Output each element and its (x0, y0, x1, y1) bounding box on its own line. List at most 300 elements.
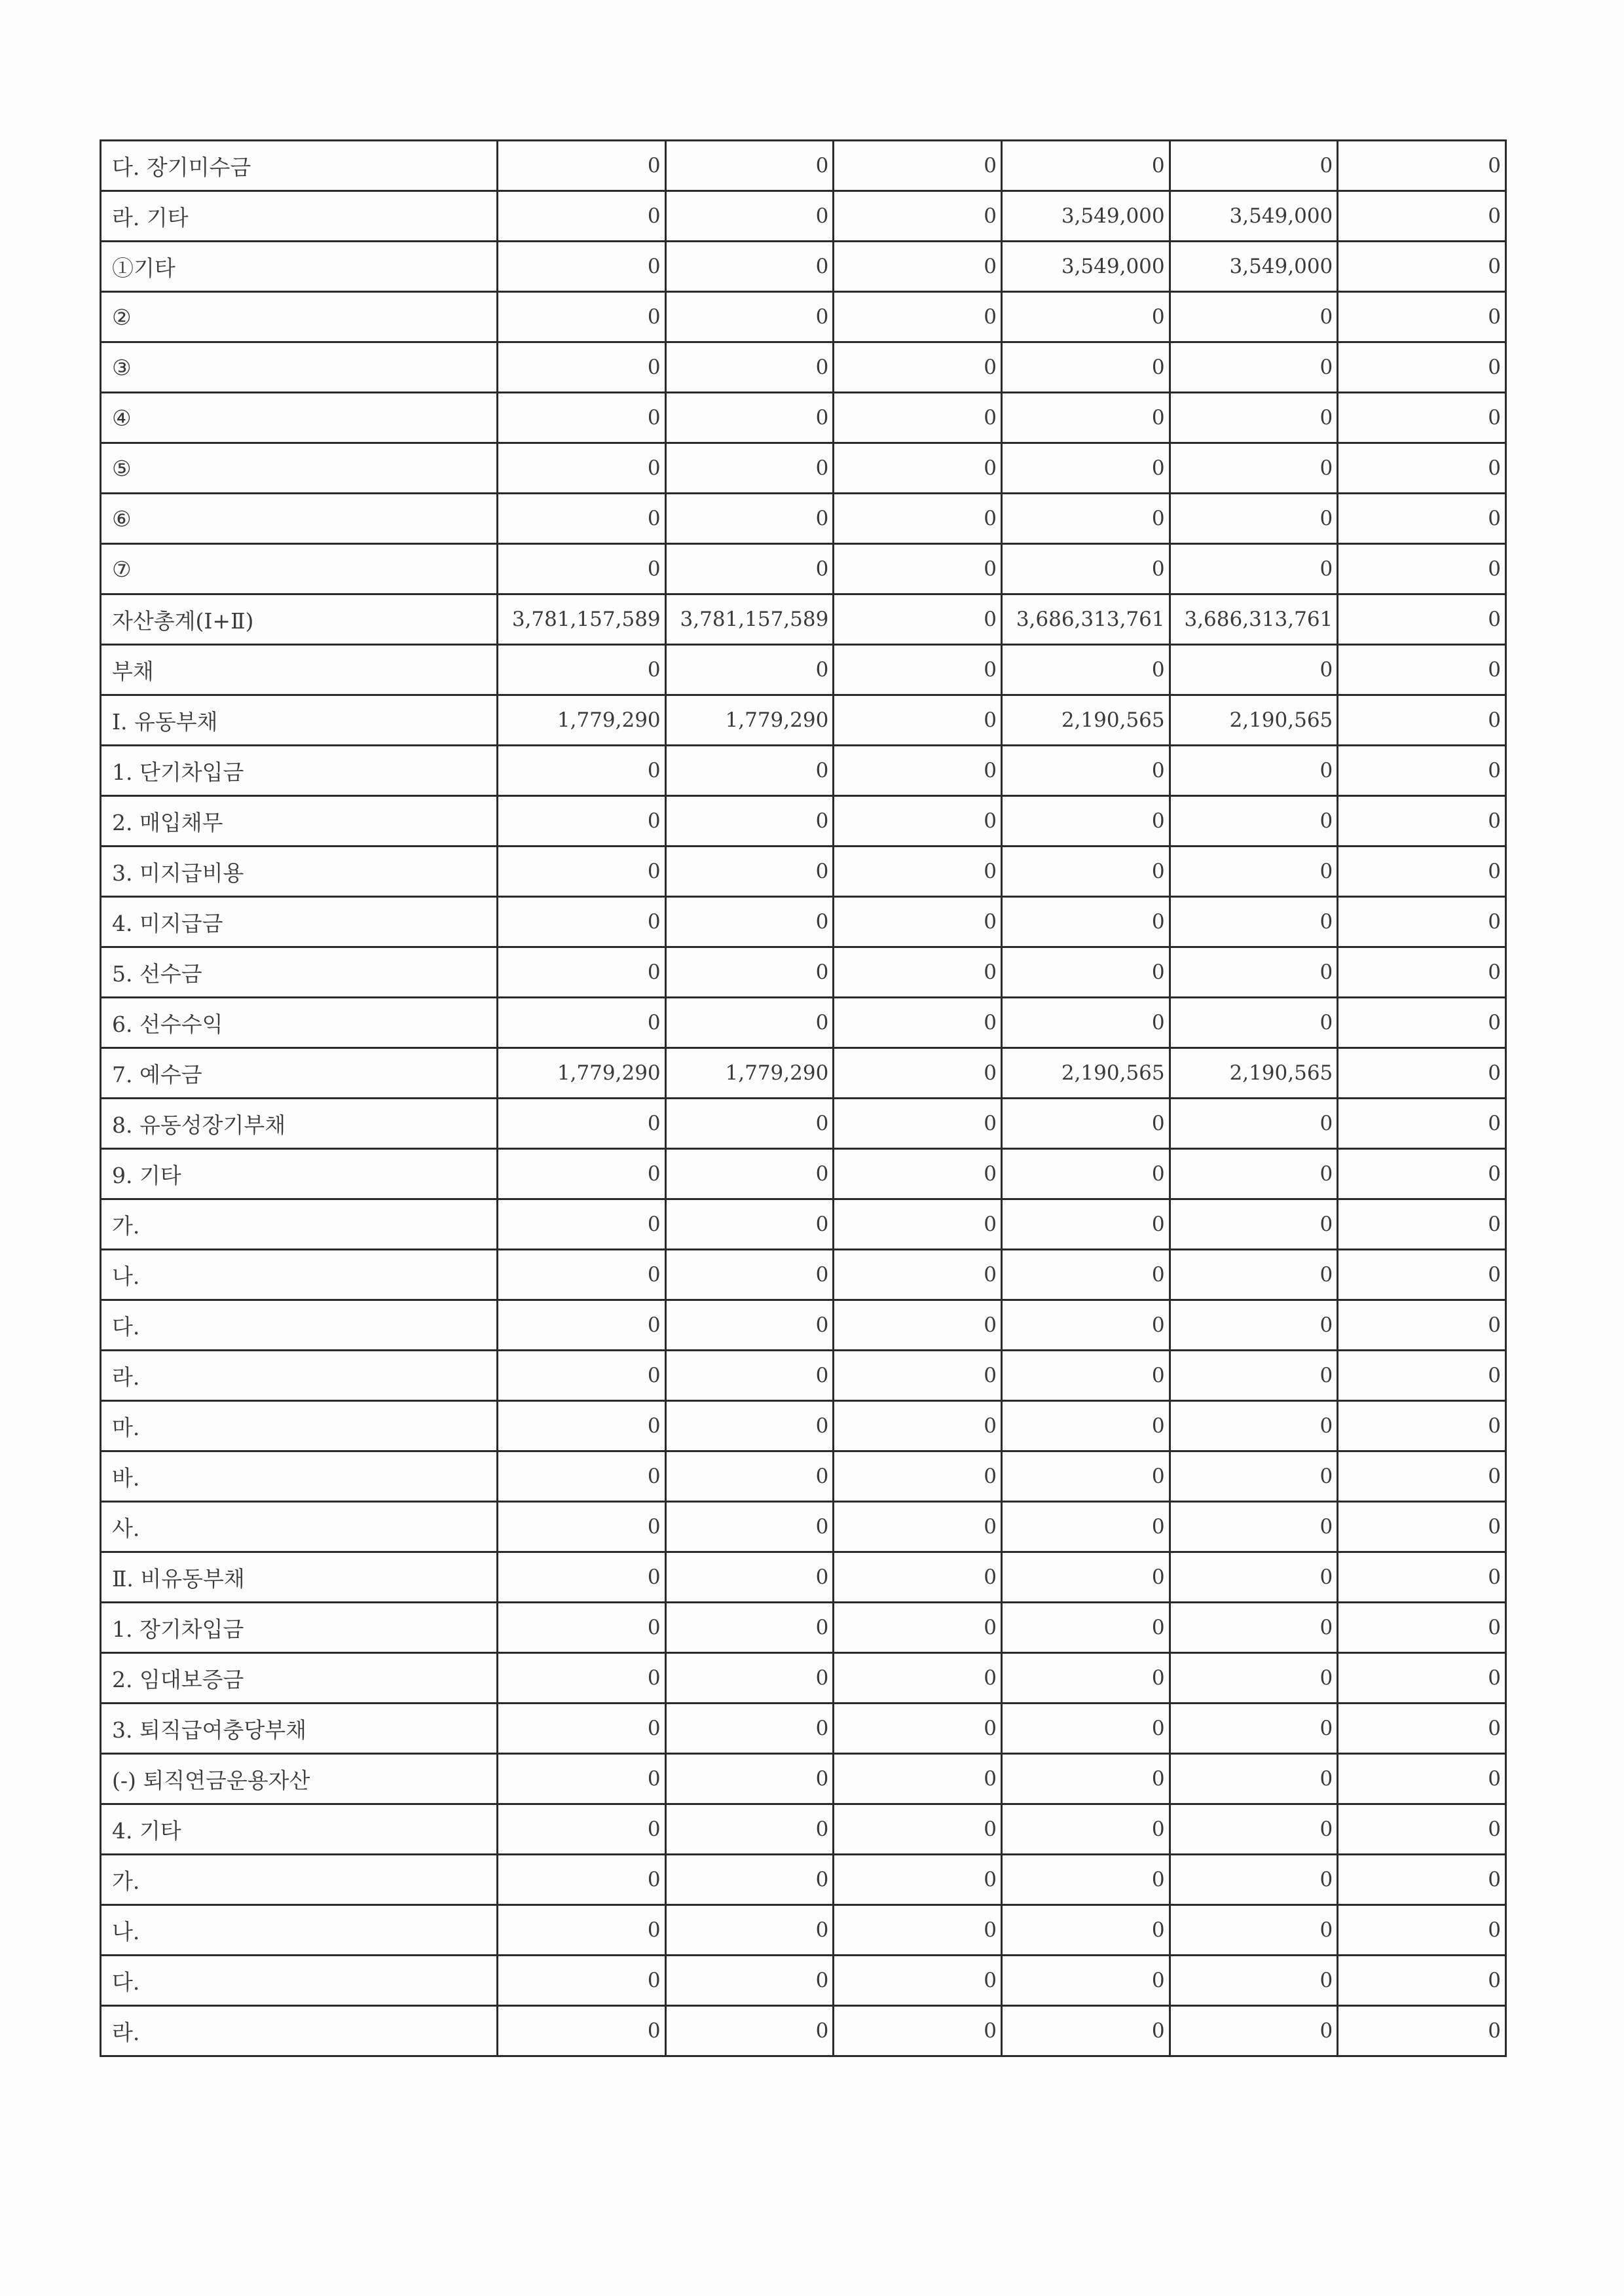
row-value-cell: 0 (1338, 1502, 1506, 1552)
table-row (101, 1704, 1506, 1754)
row-value-cell: 0 (665, 544, 834, 594)
row-value-cell: 0 (665, 1199, 834, 1250)
table-row (101, 1099, 1506, 1149)
row-value-cell: 0 (1001, 393, 1170, 443)
row-value-cell: 0 (834, 1300, 1002, 1351)
row-label: 라. 기타 (101, 191, 498, 242)
row-value-cell: 0 (1001, 1804, 1170, 1855)
row-value-cell: 0 (665, 947, 834, 998)
table-row (101, 443, 1506, 494)
row-value-cell: 0 (665, 494, 834, 544)
row-value-cell: 0 (1338, 1351, 1506, 1401)
row-value-cell: 0 (1338, 1603, 1506, 1653)
table-row (101, 1855, 1506, 1905)
row-value-cell: 0 (1001, 342, 1170, 393)
row-value-cell: 0 (834, 443, 1002, 494)
row-value-cell: 0 (834, 1149, 1002, 1199)
table-row (101, 494, 1506, 544)
row-value-cell: 0 (1001, 1199, 1170, 1250)
table-row (101, 746, 1506, 796)
row-value-cell: 0 (1001, 947, 1170, 998)
row-value-cell: 0 (665, 393, 834, 443)
row-value-cell: 0 (498, 1552, 666, 1603)
row-value-cell: 0 (498, 1199, 666, 1250)
table-row (101, 695, 1506, 746)
row-value-cell: 0 (1170, 1754, 1338, 1804)
row-value-cell: 0 (498, 1300, 666, 1351)
row-value-cell: 0 (498, 947, 666, 998)
row-label: 6. 선수수익 (101, 998, 498, 1048)
row-value-cell: 3,686,313,761 (1170, 594, 1338, 645)
row-value-cell: 0 (834, 1351, 1002, 1401)
row-label: 7. 예수금 (101, 1048, 498, 1099)
row-value-cell: 0 (665, 1905, 834, 1956)
row-value-cell: 0 (665, 1855, 834, 1905)
row-value-cell: 0 (1338, 1552, 1506, 1603)
row-value-cell: 0 (1170, 1704, 1338, 1754)
balance-sheet-table (100, 139, 1507, 2057)
table-row (101, 1552, 1506, 1603)
row-value-cell: 0 (665, 1552, 834, 1603)
row-value-cell: 0 (834, 695, 1002, 746)
table-row (101, 342, 1506, 393)
row-value-cell: 0 (1338, 393, 1506, 443)
row-value-cell: 0 (1338, 1804, 1506, 1855)
row-label: 마. (101, 1401, 498, 1451)
row-label: 라. (101, 2006, 498, 2056)
row-value-cell: 0 (498, 1905, 666, 1956)
table-row (101, 1351, 1506, 1401)
row-label: ④ (101, 393, 498, 443)
row-value-cell: 0 (1001, 1300, 1170, 1351)
row-value-cell: 0 (1170, 1401, 1338, 1451)
row-value-cell: 0 (665, 1351, 834, 1401)
row-label: 9. 기타 (101, 1149, 498, 1199)
row-value-cell: 0 (498, 1502, 666, 1552)
row-value-cell: 0 (834, 494, 1002, 544)
table-row (101, 847, 1506, 897)
row-value-cell: 0 (1170, 1250, 1338, 1300)
row-label: 가. (101, 1199, 498, 1250)
row-value-cell: 0 (1001, 443, 1170, 494)
row-label: 라. (101, 1351, 498, 1401)
row-value-cell: 0 (665, 645, 834, 695)
table-row (101, 544, 1506, 594)
row-value-cell: 0 (1170, 1956, 1338, 2006)
row-label: ③ (101, 342, 498, 393)
row-value-cell: 0 (498, 1351, 666, 1401)
table-row (101, 1401, 1506, 1451)
row-value-cell: 0 (498, 1451, 666, 1502)
row-value-cell: 3,549,000 (1001, 242, 1170, 292)
row-value-cell: 0 (1001, 1603, 1170, 1653)
row-value-cell: 0 (665, 1300, 834, 1351)
row-value-cell: 1,779,290 (665, 1048, 834, 1099)
row-label: ⑥ (101, 494, 498, 544)
row-value-cell: 0 (1170, 342, 1338, 393)
row-label: 다. (101, 1300, 498, 1351)
row-value-cell: 0 (834, 847, 1002, 897)
table-row (101, 897, 1506, 947)
table-row (101, 1149, 1506, 1199)
row-value-cell: 0 (1170, 746, 1338, 796)
row-label: 1. 단기차입금 (101, 746, 498, 796)
row-value-cell: 0 (834, 1401, 1002, 1451)
row-value-cell: 0 (1001, 796, 1170, 847)
row-value-cell: 0 (834, 1048, 1002, 1099)
row-value-cell: 0 (665, 1451, 834, 1502)
row-value-cell: 0 (665, 1704, 834, 1754)
row-value-cell: 0 (1170, 544, 1338, 594)
row-value-cell: 0 (1001, 1552, 1170, 1603)
row-value-cell: 0 (1170, 292, 1338, 342)
row-value-cell: 0 (1170, 1855, 1338, 1905)
table-row (101, 1804, 1506, 1855)
table-row (101, 645, 1506, 695)
row-value-cell: 0 (498, 1401, 666, 1451)
row-value-cell: 0 (1001, 544, 1170, 594)
row-label: 3. 퇴직급여충당부채 (101, 1704, 498, 1754)
row-value-cell: 0 (665, 1603, 834, 1653)
row-value-cell: 0 (665, 443, 834, 494)
row-value-cell: 0 (665, 191, 834, 242)
row-value-cell: 0 (834, 1704, 1002, 1754)
row-value-cell: 0 (834, 393, 1002, 443)
row-label: 2. 임대보증금 (101, 1653, 498, 1704)
row-value-cell: 0 (1170, 393, 1338, 443)
row-value-cell: 0 (1170, 141, 1338, 191)
row-value-cell: 0 (498, 494, 666, 544)
row-value-cell: 0 (1338, 746, 1506, 796)
row-value-cell: 0 (1338, 443, 1506, 494)
row-value-cell: 0 (1338, 1149, 1506, 1199)
row-label: 1. 장기차입금 (101, 1603, 498, 1653)
row-value-cell: 0 (498, 141, 666, 191)
table-row (101, 1250, 1506, 1300)
row-value-cell: 0 (1170, 1300, 1338, 1351)
row-value-cell: 0 (498, 292, 666, 342)
row-value-cell: 0 (1338, 544, 1506, 594)
row-value-cell: 0 (498, 242, 666, 292)
row-value-cell: 0 (1338, 947, 1506, 998)
row-value-cell: 0 (1001, 1401, 1170, 1451)
row-value-cell: 0 (498, 1250, 666, 1300)
row-value-cell: 1,779,290 (665, 695, 834, 746)
row-label: 바. (101, 1451, 498, 1502)
row-value-cell: 0 (1338, 796, 1506, 847)
row-label: 가. (101, 1855, 498, 1905)
row-value-cell: 0 (834, 897, 1002, 947)
row-value-cell: 0 (1170, 1653, 1338, 1704)
row-value-cell: 0 (1001, 292, 1170, 342)
row-value-cell: 0 (1338, 1451, 1506, 1502)
row-value-cell: 2,190,565 (1001, 695, 1170, 746)
row-value-cell: 0 (1338, 695, 1506, 746)
row-value-cell: 0 (498, 393, 666, 443)
row-value-cell: 0 (1001, 897, 1170, 947)
row-value-cell: 0 (665, 342, 834, 393)
row-value-cell: 3,781,157,589 (498, 594, 666, 645)
row-value-cell: 0 (1338, 1199, 1506, 1250)
row-value-cell: 0 (834, 2006, 1002, 2056)
row-value-cell: 0 (1170, 494, 1338, 544)
row-value-cell: 0 (665, 1804, 834, 1855)
row-value-cell: 0 (1170, 1603, 1338, 1653)
row-label: Ⅰ. 유동부채 (101, 695, 498, 746)
row-value-cell: 0 (1001, 141, 1170, 191)
row-value-cell: 0 (1338, 897, 1506, 947)
row-value-cell: 0 (1338, 1855, 1506, 1905)
row-value-cell: 0 (1170, 645, 1338, 695)
row-value-cell: 0 (1170, 1905, 1338, 1956)
row-label: ⑦ (101, 544, 498, 594)
row-value-cell: 0 (498, 342, 666, 393)
row-label: Ⅱ. 비유동부채 (101, 1552, 498, 1603)
row-value-cell: 0 (834, 645, 1002, 695)
row-value-cell: 3,781,157,589 (665, 594, 834, 645)
row-value-cell: 0 (498, 2006, 666, 2056)
row-value-cell: 3,549,000 (1170, 191, 1338, 242)
row-value-cell: 0 (1338, 1300, 1506, 1351)
row-value-cell: 0 (834, 947, 1002, 998)
row-value-cell: 0 (1170, 1804, 1338, 1855)
row-value-cell: 0 (498, 1804, 666, 1855)
row-value-cell: 0 (1338, 292, 1506, 342)
row-value-cell: 0 (498, 1956, 666, 2006)
table-row (101, 796, 1506, 847)
row-label: 자산총계(Ⅰ+Ⅱ) (101, 594, 498, 645)
row-value-cell: 0 (1001, 1451, 1170, 1502)
row-value-cell: 0 (834, 141, 1002, 191)
table-row (101, 998, 1506, 1048)
row-value-cell: 0 (1338, 645, 1506, 695)
row-label: 다. (101, 1956, 498, 2006)
row-value-cell: 0 (834, 1552, 1002, 1603)
row-value-cell: 0 (1170, 443, 1338, 494)
table-row (101, 1502, 1506, 1552)
table-row (101, 1048, 1506, 1099)
row-value-cell: 0 (1001, 1905, 1170, 1956)
row-value-cell: 0 (665, 897, 834, 947)
row-value-cell: 0 (1338, 1704, 1506, 1754)
table-row (101, 1199, 1506, 1250)
row-value-cell: 0 (834, 342, 1002, 393)
table-row (101, 242, 1506, 292)
row-value-cell: 0 (1001, 1704, 1170, 1754)
row-value-cell: 0 (1170, 1199, 1338, 1250)
row-value-cell: 0 (1170, 1552, 1338, 1603)
table-row (101, 141, 1506, 191)
table-row (101, 1653, 1506, 1704)
row-value-cell: 0 (1338, 242, 1506, 292)
row-value-cell: 0 (834, 1754, 1002, 1804)
row-value-cell: 0 (665, 746, 834, 796)
row-value-cell: 0 (834, 544, 1002, 594)
row-value-cell: 0 (1338, 998, 1506, 1048)
row-value-cell: 0 (665, 2006, 834, 2056)
row-value-cell: 0 (1001, 1653, 1170, 1704)
row-value-cell: 0 (1338, 191, 1506, 242)
table-row (101, 1300, 1506, 1351)
row-label: ①기타 (101, 242, 498, 292)
table-row (101, 1603, 1506, 1653)
row-value-cell: 0 (665, 1401, 834, 1451)
row-value-cell: 0 (1170, 1502, 1338, 1552)
row-value-cell: 0 (1001, 1754, 1170, 1804)
row-label: 나. (101, 1905, 498, 1956)
row-value-cell: 0 (1338, 1250, 1506, 1300)
row-value-cell: 0 (834, 1653, 1002, 1704)
row-value-cell: 0 (1170, 998, 1338, 1048)
row-value-cell: 1,779,290 (498, 1048, 666, 1099)
row-value-cell: 0 (665, 1099, 834, 1149)
table-row (101, 393, 1506, 443)
table-row (101, 1451, 1506, 1502)
table-row (101, 1956, 1506, 2006)
row-value-cell: 0 (1338, 1099, 1506, 1149)
row-value-cell: 0 (498, 544, 666, 594)
row-value-cell: 0 (1170, 1451, 1338, 1502)
row-value-cell: 0 (1001, 998, 1170, 1048)
row-value-cell: 0 (834, 191, 1002, 242)
row-value-cell: 0 (1338, 342, 1506, 393)
row-value-cell: 0 (498, 1149, 666, 1199)
row-value-cell: 0 (1338, 494, 1506, 544)
row-value-cell: 0 (834, 1099, 1002, 1149)
row-value-cell: 0 (498, 443, 666, 494)
row-value-cell: 0 (498, 897, 666, 947)
row-label: 3. 미지급비용 (101, 847, 498, 897)
row-value-cell: 0 (1001, 1250, 1170, 1300)
row-value-cell: 0 (834, 292, 1002, 342)
row-value-cell: 0 (665, 141, 834, 191)
row-value-cell: 0 (665, 1956, 834, 2006)
row-value-cell: 0 (1001, 2006, 1170, 2056)
row-value-cell: 2,190,565 (1170, 695, 1338, 746)
row-value-cell: 0 (1170, 897, 1338, 947)
row-value-cell: 0 (834, 746, 1002, 796)
row-value-cell: 0 (665, 1502, 834, 1552)
row-label: 4. 기타 (101, 1804, 498, 1855)
row-value-cell: 0 (665, 1250, 834, 1300)
row-value-cell: 0 (1338, 1956, 1506, 2006)
row-value-cell: 0 (1170, 947, 1338, 998)
row-value-cell: 0 (1001, 494, 1170, 544)
row-value-cell: 0 (498, 746, 666, 796)
row-value-cell: 0 (665, 1149, 834, 1199)
row-value-cell: 0 (665, 847, 834, 897)
row-value-cell: 0 (665, 1653, 834, 1704)
row-label: (-) 퇴직연금운용자산 (101, 1754, 498, 1804)
row-value-cell: 0 (1001, 645, 1170, 695)
row-value-cell: 0 (834, 1603, 1002, 1653)
row-value-cell: 0 (1001, 1956, 1170, 2006)
row-value-cell: 0 (498, 191, 666, 242)
row-value-cell: 0 (1338, 141, 1506, 191)
row-value-cell: 0 (1170, 1149, 1338, 1199)
row-value-cell: 3,549,000 (1001, 191, 1170, 242)
row-value-cell: 0 (1170, 847, 1338, 897)
table-row (101, 1905, 1506, 1956)
row-value-cell: 0 (498, 1099, 666, 1149)
table-row (101, 292, 1506, 342)
row-value-cell: 0 (1338, 2006, 1506, 2056)
row-value-cell: 0 (498, 1603, 666, 1653)
row-label: 5. 선수금 (101, 947, 498, 998)
table-row (101, 2006, 1506, 2056)
row-value-cell: 2,190,565 (1170, 1048, 1338, 1099)
row-value-cell: 0 (1338, 847, 1506, 897)
row-value-cell: 0 (1001, 1099, 1170, 1149)
row-value-cell: 0 (834, 1905, 1002, 1956)
row-value-cell: 0 (665, 292, 834, 342)
row-value-cell: 0 (834, 1804, 1002, 1855)
row-value-cell: 0 (834, 1956, 1002, 2006)
row-value-cell: 0 (1001, 847, 1170, 897)
row-value-cell: 0 (1338, 594, 1506, 645)
row-value-cell: 0 (834, 242, 1002, 292)
row-label: ⑤ (101, 443, 498, 494)
row-value-cell: 0 (498, 1704, 666, 1754)
row-value-cell: 0 (1170, 1099, 1338, 1149)
row-value-cell: 0 (1338, 1754, 1506, 1804)
row-value-cell: 0 (1001, 1149, 1170, 1199)
row-label: 4. 미지급금 (101, 897, 498, 947)
row-value-cell: 0 (1338, 1905, 1506, 1956)
row-label: 나. (101, 1250, 498, 1300)
row-value-cell: 0 (498, 1754, 666, 1804)
row-value-cell: 0 (1170, 1351, 1338, 1401)
row-label: 다. 장기미수금 (101, 141, 498, 191)
row-value-cell: 0 (1001, 746, 1170, 796)
row-value-cell: 0 (498, 998, 666, 1048)
row-value-cell: 0 (498, 1653, 666, 1704)
row-value-cell: 0 (834, 998, 1002, 1048)
row-label: 8. 유동성장기부채 (101, 1099, 498, 1149)
row-value-cell: 0 (1001, 1855, 1170, 1905)
row-value-cell: 0 (834, 1250, 1002, 1300)
row-label: ② (101, 292, 498, 342)
row-value-cell: 0 (1338, 1653, 1506, 1704)
row-label: 사. (101, 1502, 498, 1552)
balance-sheet-body (101, 141, 1506, 2056)
row-value-cell: 0 (1170, 2006, 1338, 2056)
row-label: 부채 (101, 645, 498, 695)
row-value-cell: 2,190,565 (1001, 1048, 1170, 1099)
row-value-cell: 0 (834, 1199, 1002, 1250)
table-row (101, 1754, 1506, 1804)
row-value-cell: 3,549,000 (1170, 242, 1338, 292)
row-value-cell: 0 (498, 847, 666, 897)
row-value-cell: 0 (834, 796, 1002, 847)
table-row (101, 594, 1506, 645)
row-value-cell: 0 (498, 645, 666, 695)
row-value-cell: 0 (834, 1502, 1002, 1552)
row-value-cell: 0 (665, 242, 834, 292)
row-value-cell: 0 (1001, 1351, 1170, 1401)
row-value-cell: 0 (665, 796, 834, 847)
row-value-cell: 0 (834, 1451, 1002, 1502)
row-value-cell: 0 (498, 796, 666, 847)
row-value-cell: 0 (1170, 796, 1338, 847)
row-value-cell: 0 (665, 1754, 834, 1804)
row-label: 2. 매입채무 (101, 796, 498, 847)
row-value-cell: 0 (834, 594, 1002, 645)
row-value-cell: 1,779,290 (498, 695, 666, 746)
row-value-cell: 0 (1338, 1048, 1506, 1099)
table-row (101, 947, 1506, 998)
table-row (101, 191, 1506, 242)
